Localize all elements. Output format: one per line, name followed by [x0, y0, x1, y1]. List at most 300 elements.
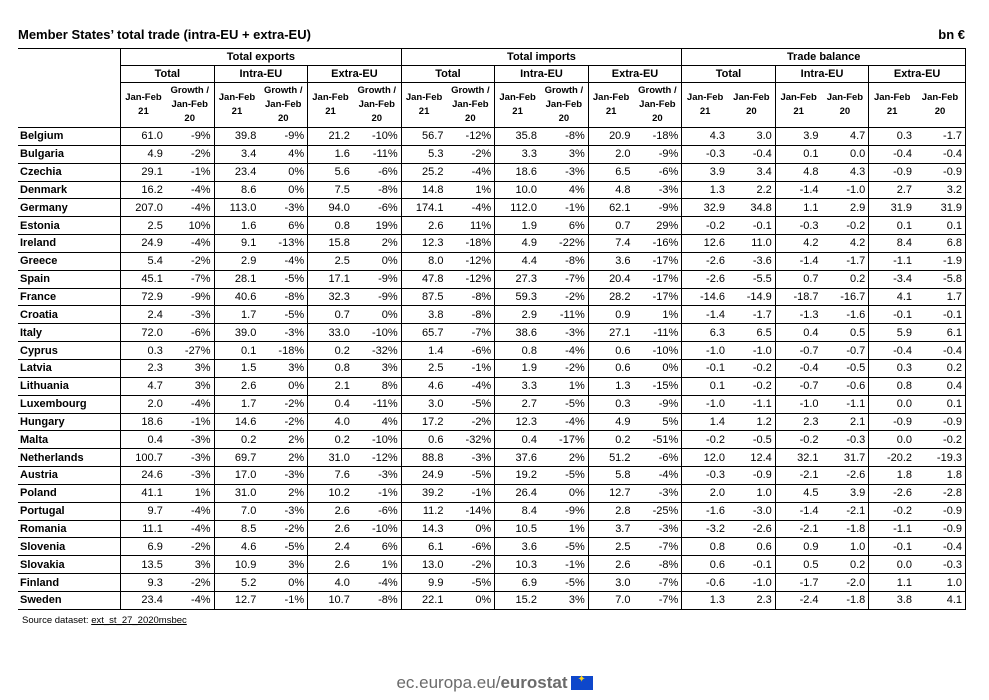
- country-cell: Germany: [18, 199, 121, 217]
- value-cell: -9%: [633, 395, 681, 413]
- value-cell: 10.2: [308, 484, 353, 502]
- value-cell: 6.3: [682, 324, 728, 342]
- value-cell: -2%: [540, 288, 588, 306]
- value-cell: -3%: [259, 502, 307, 520]
- value-cell: 94.0: [308, 199, 353, 217]
- value-cell: -4%: [166, 520, 214, 538]
- value-cell: 4.9: [495, 235, 540, 253]
- value-cell: -3%: [633, 520, 681, 538]
- value-cell: 14.8: [401, 181, 446, 199]
- value-cell: -5%: [540, 467, 588, 485]
- value-cell: -2%: [259, 395, 307, 413]
- value-cell: -0.7: [775, 377, 821, 395]
- unit-label: bn €: [938, 27, 965, 42]
- value-cell: -19.3: [915, 449, 965, 467]
- value-cell: -4%: [166, 395, 214, 413]
- source-link[interactable]: ext_st_27_2020msbec: [91, 615, 187, 626]
- value-cell: -1.0: [822, 181, 869, 199]
- value-cell: 0.8: [308, 359, 353, 377]
- table-row: [18, 324, 966, 342]
- value-cell: -0.9: [869, 413, 915, 431]
- value-cell: 2%: [353, 235, 401, 253]
- value-cell: -3%: [259, 199, 307, 217]
- value-cell: 0.0: [869, 395, 915, 413]
- column-header: Growth / Jan-Feb 20: [446, 83, 494, 128]
- value-cell: -1.1: [869, 520, 915, 538]
- value-cell: -5%: [446, 395, 494, 413]
- value-cell: -18.7: [775, 288, 821, 306]
- value-cell: 0%: [633, 359, 681, 377]
- value-cell: 4%: [540, 181, 588, 199]
- value-cell: -9%: [353, 288, 401, 306]
- subgroup-header: Total: [682, 66, 776, 83]
- value-cell: 0.9: [588, 306, 633, 324]
- value-cell: -6%: [446, 342, 494, 360]
- value-cell: 31.9: [869, 199, 915, 217]
- value-cell: 4.3: [682, 128, 728, 146]
- value-cell: 4.3: [822, 163, 869, 181]
- value-cell: -10%: [353, 324, 401, 342]
- value-cell: 0.7: [308, 306, 353, 324]
- value-cell: 0.6: [728, 538, 775, 556]
- value-cell: 1.7: [214, 395, 259, 413]
- value-cell: 5.4: [121, 252, 166, 270]
- value-cell: -0.9: [869, 163, 915, 181]
- value-cell: 11.2: [401, 502, 446, 520]
- value-cell: 2.4: [121, 306, 166, 324]
- value-cell: 23.4: [121, 591, 166, 609]
- value-cell: 3.0: [728, 128, 775, 146]
- table-row: [18, 181, 966, 199]
- value-cell: -1.0: [728, 342, 775, 360]
- value-cell: -0.4: [869, 342, 915, 360]
- value-cell: -14.6: [682, 288, 728, 306]
- value-cell: 2.6: [588, 556, 633, 574]
- value-cell: 4.2: [775, 235, 821, 253]
- value-cell: -0.1: [869, 538, 915, 556]
- value-cell: -2%: [540, 359, 588, 377]
- value-cell: -5%: [259, 270, 307, 288]
- value-cell: 3%: [166, 359, 214, 377]
- value-cell: -1.4: [775, 252, 821, 270]
- value-cell: -27%: [166, 342, 214, 360]
- subgroup-header: Total: [121, 66, 215, 83]
- country-cell: Lithuania: [18, 377, 121, 395]
- value-cell: 17.1: [308, 270, 353, 288]
- table-title: Member States’ total trade (intra-EU + extra-EU): [18, 27, 311, 42]
- value-cell: -0.1: [728, 217, 775, 235]
- value-cell: -3.4: [869, 270, 915, 288]
- value-cell: -3%: [259, 467, 307, 485]
- column-header: Growth / Jan-Feb 20: [633, 83, 681, 128]
- value-cell: -2.6: [869, 484, 915, 502]
- value-cell: 0.2: [588, 431, 633, 449]
- value-cell: -17%: [633, 288, 681, 306]
- value-cell: 1.7: [915, 288, 965, 306]
- value-cell: -8%: [633, 556, 681, 574]
- column-header: Jan-Feb 21: [869, 83, 915, 128]
- table-row: [18, 556, 966, 574]
- value-cell: -15%: [633, 377, 681, 395]
- table-row: [18, 306, 966, 324]
- value-cell: 2.6: [308, 520, 353, 538]
- table-row: [18, 128, 966, 146]
- value-cell: -2%: [166, 145, 214, 163]
- value-cell: 45.1: [121, 270, 166, 288]
- value-cell: 2.5: [121, 217, 166, 235]
- value-cell: 0.6: [682, 556, 728, 574]
- value-cell: 18.6: [121, 413, 166, 431]
- value-cell: 12.3: [495, 413, 540, 431]
- value-cell: -1.0: [775, 395, 821, 413]
- value-cell: 72.9: [121, 288, 166, 306]
- table-row: [18, 377, 966, 395]
- value-cell: 7.5: [308, 181, 353, 199]
- value-cell: 174.1: [401, 199, 446, 217]
- value-cell: -1.8: [822, 591, 869, 609]
- value-cell: 0.4: [308, 395, 353, 413]
- value-cell: 2.8: [588, 502, 633, 520]
- value-cell: -4%: [166, 502, 214, 520]
- value-cell: 0.6: [401, 431, 446, 449]
- value-cell: -32%: [446, 431, 494, 449]
- value-cell: 10.7: [308, 591, 353, 609]
- value-cell: -1.7: [915, 128, 965, 146]
- value-cell: 8.5: [214, 520, 259, 538]
- country-cell: Slovenia: [18, 538, 121, 556]
- value-cell: -14.9: [728, 288, 775, 306]
- value-cell: 87.5: [401, 288, 446, 306]
- value-cell: 12.4: [728, 449, 775, 467]
- value-cell: 62.1: [588, 199, 633, 217]
- value-cell: -1.8: [822, 520, 869, 538]
- value-cell: 37.6: [495, 449, 540, 467]
- value-cell: 0.1: [682, 377, 728, 395]
- footer-brand[interactable]: eurostat: [500, 673, 568, 692]
- value-cell: 5.2: [214, 574, 259, 592]
- value-cell: -9%: [633, 199, 681, 217]
- value-cell: 23.4: [214, 163, 259, 181]
- value-cell: -0.9: [915, 413, 965, 431]
- value-cell: 0.2: [308, 342, 353, 360]
- value-cell: -1.7: [822, 252, 869, 270]
- value-cell: 4%: [353, 413, 401, 431]
- value-cell: 2.4: [308, 538, 353, 556]
- value-cell: 9.3: [121, 574, 166, 592]
- value-cell: 17.0: [214, 467, 259, 485]
- value-cell: -6%: [353, 199, 401, 217]
- value-cell: -4%: [540, 413, 588, 431]
- value-cell: 35.8: [495, 128, 540, 146]
- value-cell: 0.5: [775, 556, 821, 574]
- value-cell: -1.1: [822, 395, 869, 413]
- value-cell: -3%: [633, 181, 681, 199]
- value-cell: 2%: [259, 431, 307, 449]
- corner-cell: [18, 83, 121, 128]
- value-cell: 28.2: [588, 288, 633, 306]
- value-cell: -7%: [446, 324, 494, 342]
- value-cell: 24.9: [121, 235, 166, 253]
- value-cell: -0.4: [728, 145, 775, 163]
- table-row: [18, 449, 966, 467]
- value-cell: -0.2: [822, 217, 869, 235]
- value-cell: -0.7: [822, 342, 869, 360]
- value-cell: -0.2: [775, 431, 821, 449]
- value-cell: 7.0: [588, 591, 633, 609]
- value-cell: 2.7: [495, 395, 540, 413]
- value-cell: -5%: [540, 538, 588, 556]
- value-cell: -0.6: [822, 377, 869, 395]
- value-cell: 12.7: [214, 591, 259, 609]
- value-cell: 11.1: [121, 520, 166, 538]
- value-cell: 31.0: [308, 449, 353, 467]
- value-cell: -1.4: [775, 502, 821, 520]
- value-cell: 10.0: [495, 181, 540, 199]
- value-cell: 69.7: [214, 449, 259, 467]
- value-cell: -8%: [353, 181, 401, 199]
- value-cell: -7%: [540, 270, 588, 288]
- value-cell: 7.0: [214, 502, 259, 520]
- value-cell: 31.0: [214, 484, 259, 502]
- value-cell: -4%: [540, 342, 588, 360]
- value-cell: 4.1: [915, 591, 965, 609]
- value-cell: 20.9: [588, 128, 633, 146]
- country-cell: Spain: [18, 270, 121, 288]
- value-cell: -2.1: [775, 520, 821, 538]
- value-cell: 2.0: [121, 395, 166, 413]
- value-cell: 2.5: [308, 252, 353, 270]
- value-cell: 59.3: [495, 288, 540, 306]
- value-cell: 33.0: [308, 324, 353, 342]
- value-cell: -0.4: [869, 145, 915, 163]
- subgroup-header: Intra-EU: [214, 66, 308, 83]
- value-cell: -8%: [540, 128, 588, 146]
- value-cell: -8%: [259, 288, 307, 306]
- value-cell: -0.9: [915, 163, 965, 181]
- value-cell: 4.9: [588, 413, 633, 431]
- value-cell: -0.7: [775, 342, 821, 360]
- value-cell: 2.1: [308, 377, 353, 395]
- value-cell: 2.6: [308, 556, 353, 574]
- value-cell: 11.0: [728, 235, 775, 253]
- value-cell: 2.6: [401, 217, 446, 235]
- value-cell: 2%: [540, 449, 588, 467]
- value-cell: 65.7: [401, 324, 446, 342]
- value-cell: -4%: [166, 181, 214, 199]
- value-cell: 3.9: [775, 128, 821, 146]
- value-cell: 0.6: [588, 359, 633, 377]
- value-cell: 0.1: [214, 342, 259, 360]
- value-cell: 0%: [446, 591, 494, 609]
- value-cell: 2.6: [308, 502, 353, 520]
- value-cell: 51.2: [588, 449, 633, 467]
- value-cell: -2.6: [682, 270, 728, 288]
- value-cell: 3.4: [214, 145, 259, 163]
- value-cell: 11%: [446, 217, 494, 235]
- value-cell: 6.9: [121, 538, 166, 556]
- table-row: [18, 591, 966, 609]
- value-cell: 2.3: [728, 591, 775, 609]
- country-cell: Austria: [18, 467, 121, 485]
- value-cell: -5%: [540, 395, 588, 413]
- value-cell: -2.8: [915, 484, 965, 502]
- value-cell: -2%: [259, 520, 307, 538]
- value-cell: 13.5: [121, 556, 166, 574]
- value-cell: 1.1: [775, 199, 821, 217]
- value-cell: -1%: [540, 556, 588, 574]
- value-cell: 0.2: [822, 270, 869, 288]
- table-row: [18, 484, 966, 502]
- value-cell: -4%: [166, 591, 214, 609]
- group-header-imports: Total imports: [401, 49, 682, 66]
- value-cell: -6%: [446, 538, 494, 556]
- table-row: [18, 538, 966, 556]
- eu-flag-icon: [571, 676, 593, 690]
- footer: [0, 673, 989, 693]
- column-header: Jan-Feb 21: [588, 83, 633, 128]
- value-cell: 29.1: [121, 163, 166, 181]
- value-cell: 47.8: [401, 270, 446, 288]
- value-cell: 15.8: [308, 235, 353, 253]
- value-cell: 10.3: [495, 556, 540, 574]
- value-cell: 10.5: [495, 520, 540, 538]
- country-cell: Czechia: [18, 163, 121, 181]
- value-cell: 0%: [259, 377, 307, 395]
- value-cell: -1.7: [775, 574, 821, 592]
- value-cell: 9.9: [401, 574, 446, 592]
- value-cell: -2%: [446, 145, 494, 163]
- value-cell: 1.5: [214, 359, 259, 377]
- value-cell: -0.3: [915, 556, 965, 574]
- value-cell: 0.2: [915, 359, 965, 377]
- value-cell: 8.6: [214, 181, 259, 199]
- table-row: [18, 217, 966, 235]
- value-cell: 12.7: [588, 484, 633, 502]
- value-cell: 12.0: [682, 449, 728, 467]
- country-cell: France: [18, 288, 121, 306]
- value-cell: -9%: [353, 270, 401, 288]
- value-cell: -0.3: [822, 431, 869, 449]
- value-cell: 4.8: [588, 181, 633, 199]
- value-cell: -16%: [633, 235, 681, 253]
- value-cell: -0.1: [682, 359, 728, 377]
- value-cell: 2.0: [682, 484, 728, 502]
- value-cell: -0.4: [775, 359, 821, 377]
- value-cell: 6.5: [588, 163, 633, 181]
- value-cell: -1.0: [682, 395, 728, 413]
- value-cell: 0%: [259, 181, 307, 199]
- table-row: [18, 520, 966, 538]
- value-cell: -3%: [166, 431, 214, 449]
- value-cell: 1.9: [495, 359, 540, 377]
- value-cell: 0.8: [495, 342, 540, 360]
- trade-table: [18, 48, 966, 610]
- subgroup-header: Intra-EU: [775, 66, 869, 83]
- value-cell: 9.1: [214, 235, 259, 253]
- value-cell: -12%: [353, 449, 401, 467]
- value-cell: 6.5: [728, 324, 775, 342]
- value-cell: -14%: [446, 502, 494, 520]
- footer-url[interactable]: ec.europa.eu/: [396, 673, 501, 692]
- value-cell: -2%: [446, 556, 494, 574]
- value-cell: 24.6: [121, 467, 166, 485]
- value-cell: 1%: [540, 377, 588, 395]
- value-cell: -11%: [353, 145, 401, 163]
- value-cell: 3%: [353, 359, 401, 377]
- value-cell: 1.8: [869, 467, 915, 485]
- value-cell: -1.6: [682, 502, 728, 520]
- value-cell: 13.0: [401, 556, 446, 574]
- table-row: [18, 467, 966, 485]
- value-cell: 19.2: [495, 467, 540, 485]
- value-cell: 0.8: [869, 377, 915, 395]
- value-cell: 3.7: [588, 520, 633, 538]
- country-cell: Denmark: [18, 181, 121, 199]
- value-cell: -8%: [446, 306, 494, 324]
- value-cell: -3%: [166, 449, 214, 467]
- value-cell: -0.1: [728, 556, 775, 574]
- value-cell: 0.7: [588, 217, 633, 235]
- value-cell: 1.4: [401, 342, 446, 360]
- value-cell: -0.2: [728, 377, 775, 395]
- value-cell: -12%: [446, 128, 494, 146]
- value-cell: 3%: [166, 556, 214, 574]
- value-cell: 5.8: [588, 467, 633, 485]
- value-cell: 207.0: [121, 199, 166, 217]
- value-cell: -1%: [166, 163, 214, 181]
- value-cell: -2.6: [728, 520, 775, 538]
- value-cell: 31.7: [822, 449, 869, 467]
- subgroup-header: Extra-EU: [308, 66, 402, 83]
- value-cell: 15.2: [495, 591, 540, 609]
- value-cell: 34.8: [728, 199, 775, 217]
- subgroup-header: Extra-EU: [588, 66, 682, 83]
- country-cell: Portugal: [18, 502, 121, 520]
- source-label: Source dataset:: [22, 615, 89, 626]
- country-cell: Ireland: [18, 235, 121, 253]
- value-cell: -3%: [166, 467, 214, 485]
- country-cell: Estonia: [18, 217, 121, 235]
- value-cell: 6%: [353, 538, 401, 556]
- value-cell: -0.5: [822, 359, 869, 377]
- value-cell: 4.7: [822, 128, 869, 146]
- value-cell: -0.4: [915, 538, 965, 556]
- value-cell: -0.2: [869, 502, 915, 520]
- value-cell: -1.9: [915, 252, 965, 270]
- country-cell: Greece: [18, 252, 121, 270]
- value-cell: -2%: [166, 538, 214, 556]
- country-cell: Cyprus: [18, 342, 121, 360]
- value-cell: 32.9: [682, 199, 728, 217]
- value-cell: -0.5: [728, 431, 775, 449]
- column-header: Jan-Feb 20: [822, 83, 869, 128]
- value-cell: 4%: [259, 145, 307, 163]
- value-cell: -8%: [353, 591, 401, 609]
- table-row: [18, 359, 966, 377]
- column-header: Jan-Feb 21: [775, 83, 821, 128]
- value-cell: 2.7: [869, 181, 915, 199]
- value-cell: 2.9: [214, 252, 259, 270]
- value-cell: 1.0: [915, 574, 965, 592]
- value-cell: -18%: [633, 128, 681, 146]
- value-cell: 0.4: [495, 431, 540, 449]
- value-cell: -1.0: [682, 342, 728, 360]
- value-cell: 4.0: [308, 574, 353, 592]
- column-header: Growth / Jan-Feb 20: [540, 83, 588, 128]
- value-cell: 0%: [353, 252, 401, 270]
- value-cell: 88.8: [401, 449, 446, 467]
- value-cell: 3.2: [915, 181, 965, 199]
